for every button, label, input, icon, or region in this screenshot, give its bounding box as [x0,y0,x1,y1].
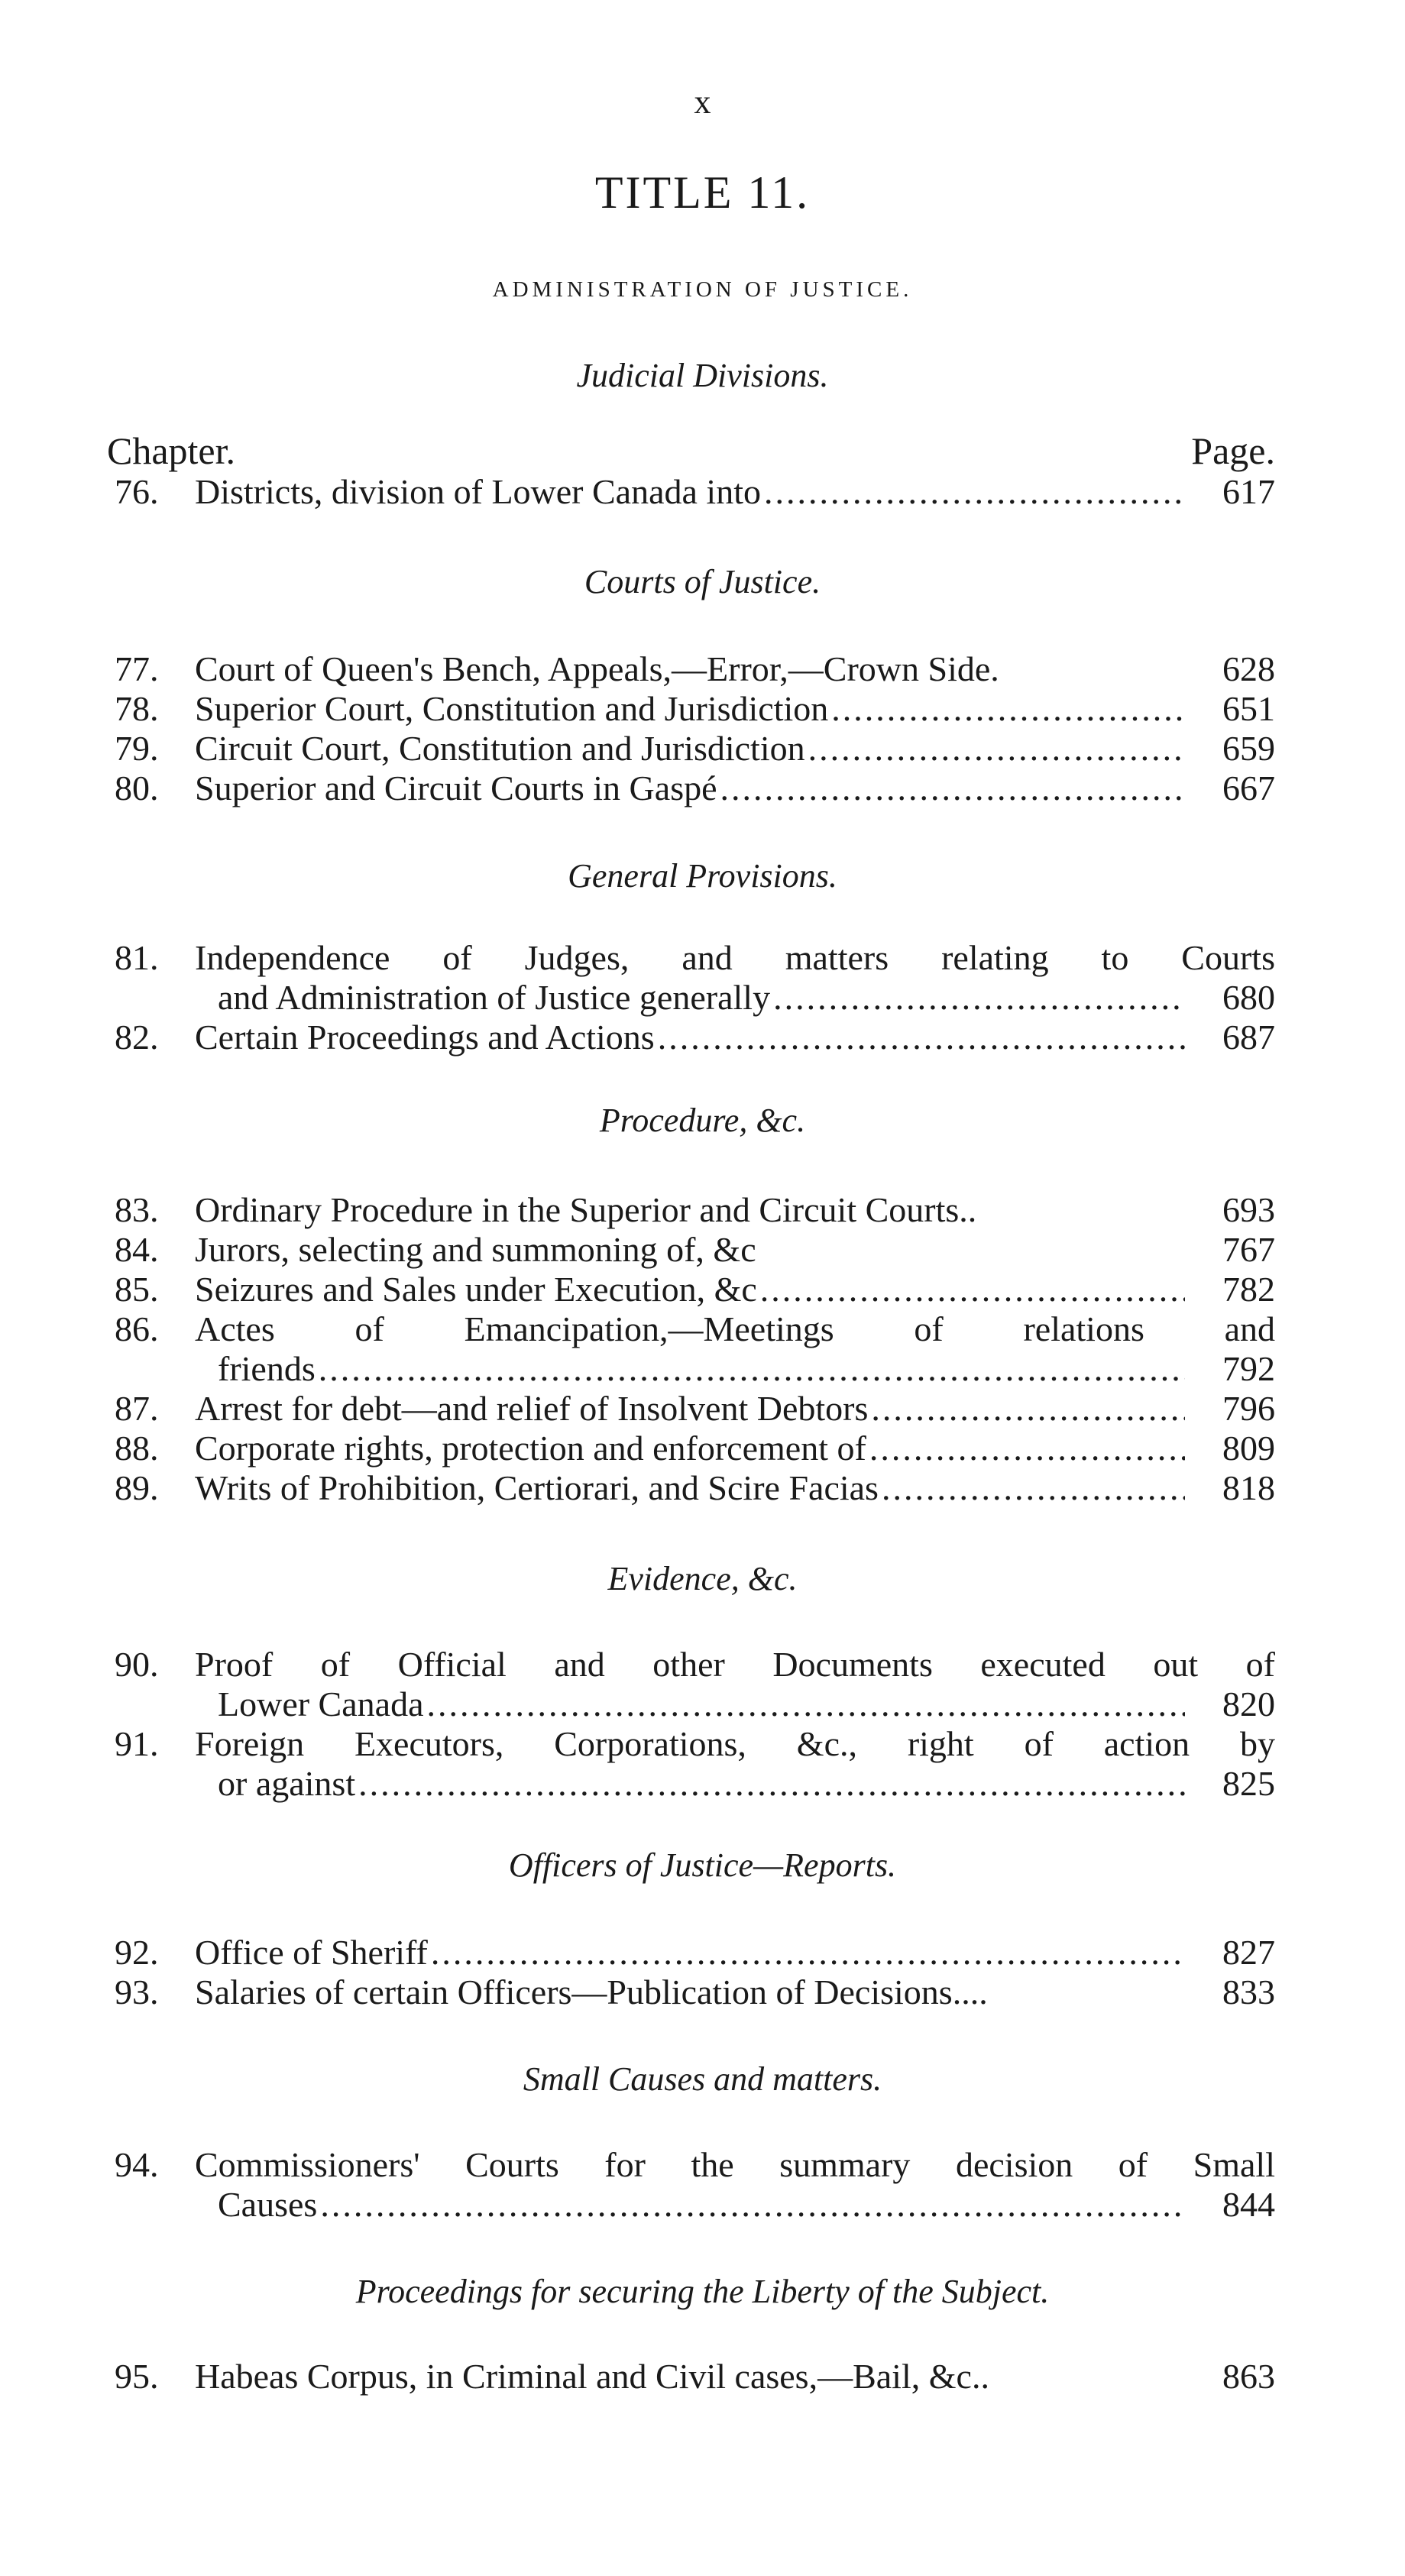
entry-title: Jurors, selecting and summoning of, &c [195,1230,756,1269]
chapter-number: 82. [115,1018,159,1057]
dot-leader [805,729,1185,769]
toc-entry-continuation [0,1684,1405,1724]
chapter-number: 85. [115,1270,159,1309]
chapter-number: 94. [115,2145,159,2184]
chapter-number: 91. [115,1724,159,1763]
chapter-number: 79. [115,729,159,768]
section-heading: Small Causes and matters. [523,2060,882,2098]
dot-leader [424,1684,1186,1724]
chapter-number: 80. [115,769,159,807]
chapter-number: 87. [115,1389,159,1428]
page-title: TITLE 11. [594,167,811,218]
entry-title: Arrest for debt—and relief of Insolvent Debtors [195,1389,869,1428]
chapter-number: 78. [115,689,159,728]
chapter-number: 93. [115,1972,159,2011]
dot-leader [655,1018,1185,1057]
page-number: 844 [1222,2185,1275,2224]
toc-entry-continuation [0,1764,1405,1804]
dot-leader [317,2185,1185,2225]
section-heading: Courts of Justice. [584,563,821,600]
page-number: 782 [1222,1270,1275,1309]
page-number: 796 [1222,1389,1275,1428]
toc-section-procedure [0,1190,1405,1508]
toc-entry-continuation [0,978,1405,1018]
dot-leader [717,769,1185,808]
toc-entry [0,1270,1405,1309]
entry-title: Proof of Official and other Documents executed out of [195,1645,1275,1684]
entry-title: Court of Queen's Bench, Appeals,—Error,—Crown Side. [195,649,999,688]
page-number: 863 [1222,2357,1275,2396]
entry-title: Commissioners' Courts for the summary decision of Small [195,2145,1275,2184]
dot-leader [828,689,1185,729]
page-number: 628 [1222,649,1275,688]
page-folio: x [694,83,711,121]
chapter-number: 83. [115,1190,159,1229]
dot-leader [316,1349,1185,1389]
chapter-number: 81. [115,938,159,977]
dot-leader [761,472,1185,512]
chapter-number: 77. [115,649,159,688]
entry-title-continuation: Lower Canada [218,1684,424,1723]
page-number: 767 [1222,1230,1275,1269]
dot-leader [355,1764,1185,1804]
entry-title: Circuit Court, Constitution and Jurisdiction [195,729,805,768]
toc-entry [0,1724,1405,1764]
chapter-number: 76. [115,472,159,511]
page-number: 820 [1222,1684,1275,1723]
toc-entry [0,1429,1405,1468]
section-heading: Judicial Divisions. [576,357,829,394]
section-heading: Procedure, &c. [599,1102,806,1139]
section-heading: Evidence, &c. [607,1560,798,1597]
page-number: 687 [1222,1018,1275,1057]
dot-leader [757,1270,1185,1309]
chapter-number: 89. [115,1468,159,1507]
page-number: 825 [1222,1764,1275,1803]
chapter-column-label: Chapter. [107,429,236,472]
page-number: 827 [1222,1933,1275,1972]
entry-title: Seizures and Sales under Execution, &c [195,1270,757,1309]
toc-section-general-provisions [0,938,1405,1057]
entry-title: Corporate rights, protection and enforcement of [195,1429,866,1468]
page-number: 651 [1222,689,1275,728]
section-heading: Officers of Justice—Reports. [508,1846,897,1884]
page-number: 659 [1222,729,1275,768]
entry-title: Districts, division of Lower Canada into [195,472,761,511]
dot-leader [770,978,1185,1018]
page-subtitle: ADMINISTRATION OF JUSTICE. [492,277,913,302]
entry-title: Actes of Emancipation,—Meetings of relations and [195,1309,1275,1348]
page-number: 680 [1222,978,1275,1017]
toc-entry [0,1309,1405,1349]
toc-entry-continuation [0,2185,1405,2225]
entry-title: Habeas Corpus, in Criminal and Civil cases,—Bail, &c.. [195,2357,989,2396]
entry-title: Superior and Circuit Courts in Gaspé [195,769,717,807]
toc-entry [0,649,1405,689]
chapter-number: 92. [115,1933,159,1972]
toc-entry [0,689,1405,729]
toc-section-small-causes [0,2145,1405,2225]
entry-title: Office of Sheriff [195,1933,428,1972]
entry-title-continuation: and Administration of Justice generally [218,978,771,1017]
chapter-number: 90. [115,1645,159,1684]
entry-title: Ordinary Procedure in the Superior and Circuit Courts.. [195,1190,977,1229]
toc-entry [0,729,1405,769]
chapter-number: 86. [115,1309,159,1348]
entry-title: Salaries of certain Officers—Publication of Decisions.... [195,1972,988,2011]
toc-entry [0,1933,1405,1972]
dot-leader [879,1468,1185,1508]
toc-entry [0,938,1405,978]
toc-entry [0,769,1405,808]
toc-entry [0,1230,1405,1270]
toc-entry [0,1468,1405,1508]
chapter-number: 88. [115,1429,159,1468]
entry-title-continuation: or against [218,1764,356,1803]
page-column-label: Page. [1191,429,1275,472]
toc-section-liberty-of-subject [0,2357,1405,2396]
toc-entry [0,1972,1405,2012]
page-number: 809 [1222,1429,1275,1468]
toc-entry [0,2357,1405,2396]
page-number: 792 [1222,1349,1275,1388]
entry-title: Superior Court, Constitution and Jurisdiction [195,689,829,728]
toc-section-judicial-divisions [0,472,1405,512]
page-number: 617 [1222,472,1275,511]
entry-title: Writs of Prohibition, Certiorari, and Scire Facias [195,1468,879,1507]
section-heading: General Provisions. [568,857,837,895]
toc-section-evidence [0,1645,1405,1804]
section-heading: Proceedings for securing the Liberty of the Subject. [355,2273,1050,2310]
entry-title: Foreign Executors, Corporations, &c., right of action by [195,1724,1275,1763]
page-number: 818 [1222,1468,1275,1507]
chapter-number: 95. [115,2357,159,2396]
toc-entry [0,1389,1405,1429]
page-number: 833 [1222,1972,1275,2011]
entry-title: Certain Proceedings and Actions [195,1018,655,1057]
entry-title: Independence of Judges, and matters relating to Courts [195,938,1275,977]
toc-section-courts-of-justice [0,649,1405,808]
page-number: 667 [1222,769,1275,807]
toc-entry [0,1018,1405,1057]
toc-entry [0,472,1405,512]
dot-leader [868,1389,1185,1429]
toc-entry [0,2145,1405,2185]
toc-entry [0,1190,1405,1230]
toc-entry-continuation [0,1349,1405,1389]
column-headings [107,429,1275,472]
toc-entry [0,1645,1405,1684]
toc-section-officers-of-justice [0,1933,1405,2012]
dot-leader [428,1933,1185,1972]
chapter-number: 84. [115,1230,159,1269]
entry-title-continuation: friends [218,1349,316,1388]
dot-leader [866,1429,1185,1468]
page-number: 693 [1222,1190,1275,1229]
entry-title-continuation: Causes [218,2185,318,2224]
